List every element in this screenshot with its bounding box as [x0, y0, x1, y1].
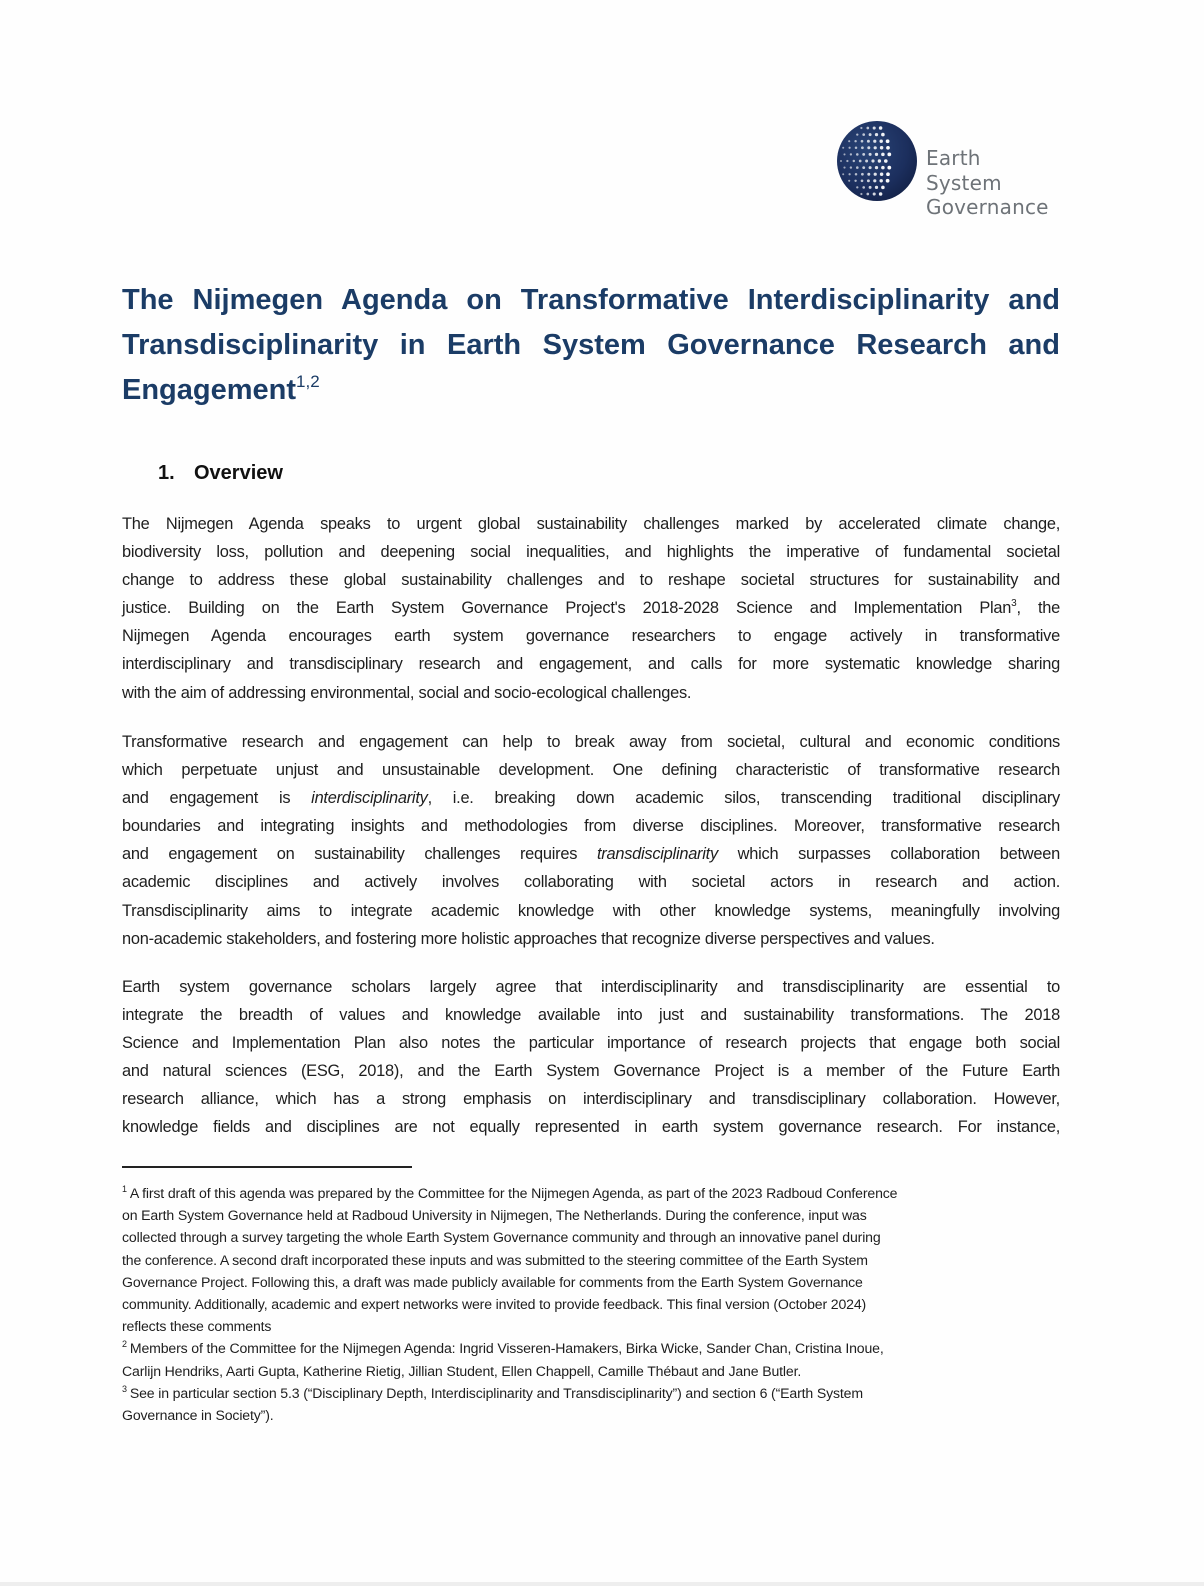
- title-line-1: The Nijmegen Agenda on Transformative Interdisciplinarity and: [122, 284, 1060, 316]
- footnote-line: reflects these comments: [122, 1318, 272, 1335]
- section-heading-overview: [158, 462, 283, 485]
- paragraph-2: [122, 728, 1060, 953]
- footnote-3: [122, 1382, 1062, 1426]
- logo-line-system: System: [926, 170, 1002, 195]
- paragraph-line-text: and engagement on sustainability challenges requires: [122, 845, 597, 864]
- footnote-line: Governance Project. Following this, a draft was made publicly available for comments from the Earth System Governance: [122, 1273, 863, 1290]
- paragraph-line: [122, 784, 1060, 812]
- paragraph-3: [122, 973, 1060, 1142]
- globe-dots-icon: [836, 120, 918, 202]
- footnote-line: the conference. A second draft incorporated these inputs and was submitted to the steering committee of the Earth System: [122, 1251, 868, 1268]
- paragraph-line: Transdisciplinarity aims to integrate academic knowledge with other knowledge systems, meaningfully involving: [122, 901, 1060, 920]
- paragraph-line: Science and Implementation Plan also notes the particular importance of research projects that engage both social: [122, 1034, 1060, 1053]
- paragraph-line-text: , i.e. breaking down academic silos, transcending traditional disciplinary: [427, 789, 1060, 808]
- logo-line-governance: Governance: [926, 195, 1049, 219]
- paragraph-line: [122, 840, 1060, 868]
- footnote-line: [122, 1382, 1062, 1404]
- footnote-2: [122, 1337, 1062, 1381]
- earth-system-governance-logo: [836, 120, 1066, 224]
- paragraph-line: and natural sciences (ESG, 2018), and the Earth System Governance Project is a member of the Future Earth: [122, 1062, 1060, 1081]
- paragraph-line: Nijmegen Agenda encourages earth system governance researchers to engage actively in transformative: [122, 627, 1060, 646]
- title-line-3-text: Engagement: [122, 374, 297, 406]
- paragraph-line: academic disciplines and actively involves collaborating with societal actors in research and action.: [122, 873, 1060, 892]
- title-line-3: [122, 368, 1060, 413]
- paragraph-line: which perpetuate unjust and unsustainable development. One defining characteristic of transformative research: [122, 761, 1060, 780]
- section-title: Overview: [194, 462, 283, 484]
- footnotes: [122, 1182, 1062, 1426]
- paragraph-line: knowledge fields and disciplines are not equally represented in earth system governance research. For instance,: [122, 1118, 1060, 1137]
- footnote-line: community. Additionally, academic and expert networks were invited to provide feedback. This final version (October 2024): [122, 1296, 867, 1313]
- page-bottom-edge: [0, 1582, 1204, 1586]
- paragraph-line-text: which surpasses collaboration between: [717, 845, 1060, 864]
- paragraph-line-text: justice. Building on the Earth System Governance Project's 2018-2028 Science and Implementation Plan: [122, 599, 1012, 618]
- section-number: 1.: [158, 462, 175, 484]
- title-line-2: Transdisciplinarity in Earth System Governance Research and: [122, 329, 1060, 361]
- title-footnote-ref[interactable]: 1,2: [296, 372, 320, 391]
- footnote-line: [122, 1337, 1062, 1359]
- footnote-line: on Earth System Governance held at Radboud University in Nijmegen, The Netherlands. During the conference, input was: [122, 1207, 867, 1224]
- paragraph-line-text: , the: [1016, 599, 1060, 618]
- footnote-line-text: Members of the Committee for the Nijmegen Agenda: Ingrid Visseren-Hamakers, Birka Wicke, Sander Chan, Cristina Inoue,: [129, 1340, 884, 1357]
- paragraph-line: biodiversity loss, pollution and deepening social inequalities, and highlights the imperative of fundamental societal: [122, 543, 1060, 562]
- paragraph-line: research alliance, which has a strong emphasis on interdisciplinary and transdisciplinary collaboration. However,: [122, 1090, 1060, 1109]
- paragraph-line: with the aim of addressing environmental, social and socio-ecological challenges.: [122, 683, 692, 702]
- footnote-line: collected through a survey targeting the whole Earth System Governance community and through an innovative panel during: [122, 1229, 881, 1246]
- footnote-line-text: A first draft of this agenda was prepared by the Committee for the Nijmegen Agenda, as part of the 2023 Radboud Conference: [129, 1185, 898, 1201]
- footnote-marker: 3: [122, 1383, 127, 1394]
- paragraph-1: [122, 510, 1060, 707]
- paragraph-line: non-academic stakeholders, and fostering more holistic approaches that recognize diverse perspectives and values.: [122, 929, 935, 948]
- paragraph-line: [122, 594, 1060, 622]
- italic-term-interdisciplinarity: interdisciplinarity: [311, 789, 428, 808]
- footnote-marker: 2: [122, 1339, 127, 1350]
- paragraph-line: change to address these global sustainability challenges and to reshape societal structures for sustainability and: [122, 571, 1060, 590]
- paragraph-line: interdisciplinary and transdisciplinary research and engagement, and calls for more systematic knowledge sharing: [122, 655, 1060, 674]
- italic-term-transdisciplinarity: transdisciplinarity: [596, 845, 718, 864]
- paragraph-line: integrate the breadth of values and knowledge available into just and sustainability transformations. The 2018: [122, 1006, 1060, 1025]
- paragraph-line: boundaries and integrating insights and methodologies from diverse disciplines. Moreover, transformative research: [122, 817, 1060, 836]
- footnote-marker: 1: [122, 1184, 127, 1194]
- paragraph-line: The Nijmegen Agenda speaks to urgent global sustainability challenges marked by accelerated climate change,: [122, 515, 1060, 533]
- footnote-separator: [122, 1166, 412, 1168]
- footnote-line-text: See in particular section 5.3 (“Disciplinary Depth, Interdisciplinarity and Transdisciplinarity”) and section 6 (“Earth System: [129, 1384, 863, 1401]
- document-title: [122, 278, 1060, 413]
- footnote-line: [122, 1182, 1062, 1204]
- logo-wordmark: [926, 146, 1049, 220]
- paragraph-line-text: and engagement is: [122, 789, 312, 808]
- footnote-line: Governance in Society”).: [122, 1407, 274, 1424]
- logo-line-earth: Earth: [926, 146, 981, 170]
- footnote-line: Carlijn Hendriks, Aarti Gupta, Katherine Rietig, Jillian Student, Ellen Chappell, Camille Thébaut and Jane Butler.: [122, 1362, 802, 1379]
- paragraph-line: Transformative research and engagement can help to break away from societal, cultural and economic conditions: [122, 733, 1060, 751]
- footnote-1: [122, 1182, 1062, 1337]
- paragraph-line: Earth system governance scholars largely agree that interdisciplinarity and transdisciplinarity are essential to: [122, 978, 1060, 996]
- footnote-ref-3[interactable]: 3: [1011, 598, 1017, 610]
